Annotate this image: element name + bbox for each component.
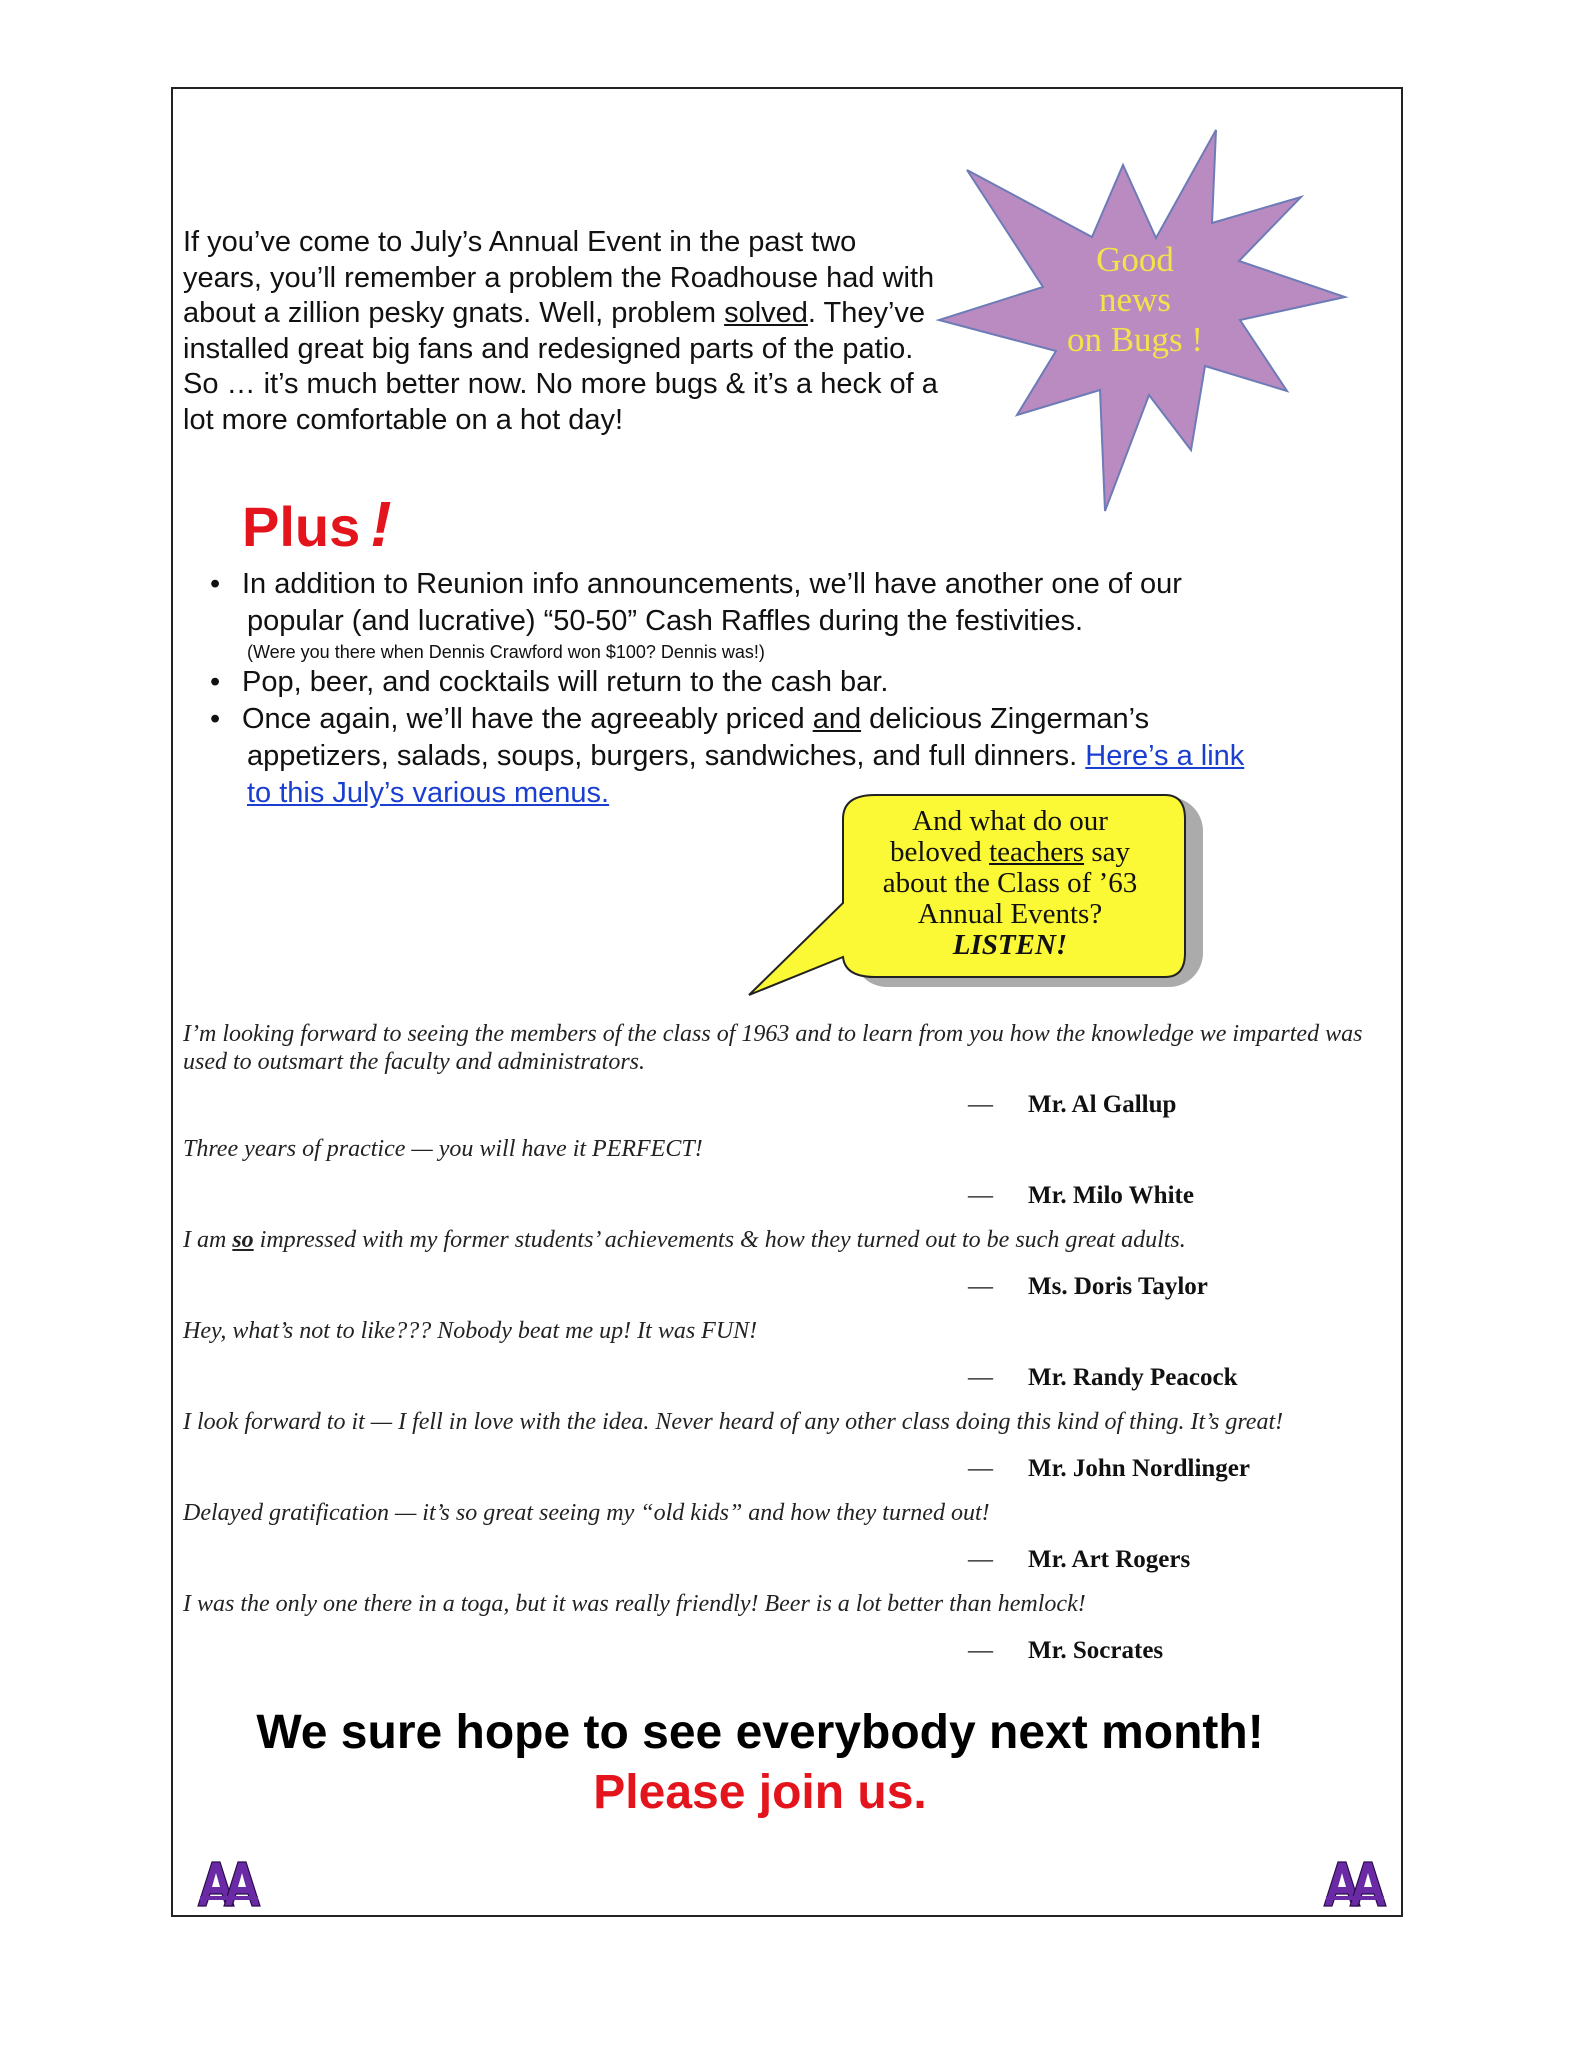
attribution: — Mr. Randy Peacock (968, 1364, 1238, 1391)
quote: I am so impressed with my former students’ achievements & how they turned out to be such great adults. (183, 1227, 1186, 1253)
starburst-line: on Bugs ! (1066, 320, 1204, 359)
bullet-list (210, 566, 1350, 812)
quote: Three years of practice — you will have it PERFECT! (183, 1136, 703, 1162)
bullet-cash-bar: • Pop, beer, and cocktails will return to the cash bar. (210, 666, 889, 698)
menu-link[interactable]: Here’s a link (1085, 740, 1245, 772)
closing-line: We sure hope to see everybody next month! (256, 1706, 1264, 1759)
attribution: — Mr. Milo White (968, 1182, 1194, 1209)
attribution: — Mr. Al Gallup (968, 1091, 1177, 1118)
quote: Delayed gratification — it’s so great seeing my “old kids” and how they turned out! (183, 1500, 990, 1526)
aa-logo-icon (196, 1860, 262, 1908)
bullet-food: • Once again, we’ll have the agreeably priced and delicious Zingerman’s appetizers, salads, soups, burgers, sandwiches, and full dinners. Here’s a link to this July’s various menus. (210, 703, 1245, 809)
attribution: — Mr. Art Rogers (968, 1546, 1191, 1573)
starburst-line: news (1099, 280, 1171, 319)
quote: Hey, what’s not to like??? Nobody beat me up! It was FUN! (183, 1318, 758, 1344)
quote: I look forward to it — I fell in love with the idea. Never heard of any other class doing this kind of thing. It’s great! (183, 1409, 1284, 1435)
raffle-note: (Were you there when Dennis Crawford won $100? Dennis was!) (247, 642, 765, 662)
teacher-quotes (183, 1020, 1393, 1666)
quote: I was the only one there in a toga, but it was really friendly! Beer is a lot better than hemlock! (183, 1591, 1086, 1617)
menu-link-continued[interactable]: to this July’s various menus. (247, 777, 610, 809)
speech-bubble-text: And what do our beloved teachers say about the Class of ’63 Annual Events? LISTEN! (860, 806, 1160, 961)
attribution: — Mr. John Nordlinger (968, 1455, 1250, 1482)
aa-logo-icon (1322, 1860, 1388, 1908)
intro-paragraph: If you’ve come to July’s Annual Event in the past two years, you’ll remember a problem the Roadhouse had with about a zillion pesky gnats. Well, problem solved. They’ve installed great big fans and redesigned parts of the patio. So … it’s much better now. No more bugs & it’s a heck of a lot more comfortable on a hot day! (183, 226, 938, 436)
quote: I’m looking forward to seeing the members of the class of 1963 and to learn from you how the knowledge we imparted was used to outsmart the faculty and administrators. (183, 1021, 1363, 1075)
starburst-line: Good (1096, 240, 1174, 279)
solved-underlined: solved (724, 297, 808, 329)
listen-text: LISTEN! (952, 929, 1068, 961)
attribution: — Ms. Doris Taylor (968, 1273, 1208, 1300)
starburst-text (1060, 240, 1210, 360)
plus-heading: Plus ! (242, 488, 392, 560)
closing-invite: Please join us. (593, 1766, 927, 1819)
bullet-raffle: • In addition to Reunion info announcements, we’ll have another one of our popular (and lucrative) “50-50” Cash Raffles during the festivities. (210, 568, 1182, 637)
attribution: — Mr. Socrates (968, 1637, 1164, 1664)
